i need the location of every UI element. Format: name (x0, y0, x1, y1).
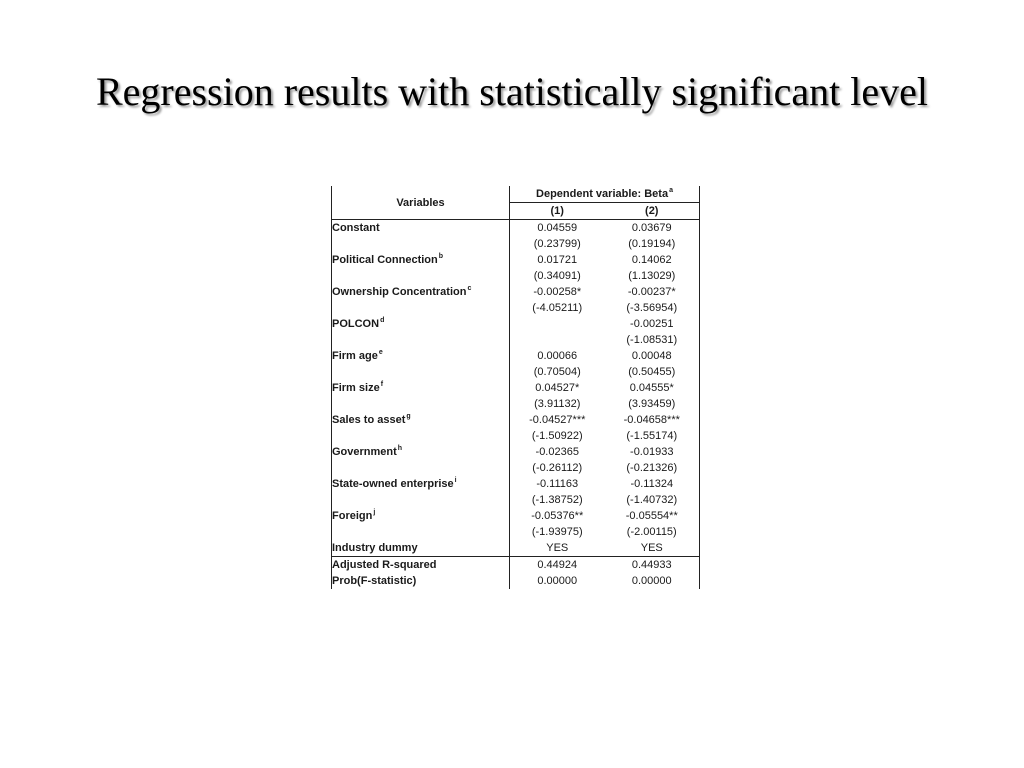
variable-name: Constant (332, 222, 380, 234)
column-1-value (510, 316, 605, 332)
variable-cell (332, 348, 510, 364)
column-1-value: (0.23799) (533, 238, 581, 250)
variable-name: Firm size (332, 382, 380, 394)
column-1-value: -0.00258* (533, 286, 582, 298)
column-1-value: 0.04559 (537, 222, 578, 234)
column-2-value: -0.00237* (627, 286, 676, 298)
variable-name: Sales to asset (332, 414, 406, 426)
variable-cell (332, 364, 510, 380)
column-2-value: 0.00048 (631, 350, 672, 362)
table-row (332, 492, 700, 508)
column-1-value: 0.44924 (510, 557, 605, 574)
column-1-value: (-1.93975) (531, 526, 583, 538)
column-1-value: -0.04527*** (529, 414, 586, 426)
variable-cell (332, 252, 510, 268)
variable-footnote-marker: b (438, 253, 444, 260)
variable-cell (332, 300, 510, 316)
table-row (332, 348, 700, 364)
column-2-value: (-1.08531) (626, 334, 678, 346)
table-body (332, 220, 700, 590)
variable-cell (332, 492, 510, 508)
variable-name: Firm age (332, 350, 378, 362)
table-row (332, 300, 700, 316)
column-2-value: (-0.21326) (626, 462, 678, 474)
table-row (332, 540, 700, 557)
table-row (332, 444, 700, 460)
variable-cell (332, 316, 510, 332)
column-1-value: -0.02365 (535, 446, 579, 458)
column-1-value: (3.91132) (534, 398, 581, 410)
variable-name: Ownership Concentration (332, 286, 467, 298)
table-row (332, 524, 700, 540)
regression-table (331, 186, 700, 589)
variable-footnote-marker: i (454, 477, 457, 484)
column-2-value: 0.14062 (631, 254, 672, 266)
variable-name: Political Connection (332, 254, 438, 266)
variable-cell (332, 444, 510, 460)
variable-cell (332, 332, 510, 348)
slide-title: Regression results with statistically significant level (95, 69, 929, 114)
table-row (332, 460, 700, 476)
variable-name: Foreign (332, 510, 373, 522)
column-1-value (510, 332, 605, 348)
column-2-value: (-1.40732) (626, 494, 678, 506)
variable-name: POLCON (332, 318, 380, 330)
column-2-value: 0.00000 (631, 575, 672, 587)
column-1-value: 0.00000 (537, 575, 578, 587)
column-2-value: (3.93459) (628, 398, 676, 410)
column-2-value: (-2.00115) (626, 526, 677, 538)
header-row-1 (332, 186, 700, 203)
variable-name: State-owned enterprise (332, 478, 454, 490)
column-2-value: 0.44933 (605, 557, 700, 574)
dependent-variable-label: Dependent variable: Beta (536, 188, 669, 200)
table-row (332, 380, 700, 396)
variable-cell (332, 428, 510, 444)
column-1-value: 0.01721 (537, 254, 578, 266)
table-row (332, 284, 700, 300)
column-1-value: YES (546, 542, 569, 554)
column-2-value: (0.50455) (628, 366, 676, 378)
column-2-value: (-1.55174) (626, 430, 678, 442)
column-1-value: 0.00066 (537, 350, 578, 362)
variable-name: Government (332, 446, 397, 458)
column-2-value: 0.03679 (631, 222, 672, 234)
variable-cell (332, 476, 510, 492)
column-2-value: -0.00251 (630, 318, 674, 330)
variable-cell (332, 540, 510, 557)
variable-footnote-marker: h (397, 445, 403, 452)
variable-cell (332, 508, 510, 524)
column-1-value: (0.70504) (533, 366, 581, 378)
variable-cell (332, 573, 510, 589)
table-row (332, 396, 700, 412)
variable-footnote-marker: g (406, 413, 411, 420)
variable-footnote-marker: f (380, 381, 384, 388)
table-row (332, 332, 700, 348)
variable-cell (332, 220, 510, 237)
column-2-value: -0.01933 (630, 446, 674, 458)
variable-cell (332, 268, 510, 284)
column-2-value: 0.04555* (629, 382, 674, 394)
table-row (332, 316, 700, 332)
column-2-value: (0.19194) (628, 238, 676, 250)
variable-cell (332, 236, 510, 252)
column-1-header: (1) (510, 203, 605, 220)
column-1-value: (-4.05211) (532, 302, 583, 314)
variable-cell (332, 460, 510, 476)
variable-footnote-marker: j (373, 509, 376, 516)
variable-footnote-marker: d (380, 317, 385, 324)
table-row (332, 412, 700, 428)
table-row (332, 252, 700, 268)
column-1-value: (-0.26112) (532, 462, 583, 474)
column-1-value: -0.11163 (536, 478, 579, 490)
column-1-value: (0.34091) (533, 270, 581, 282)
table-row (332, 557, 700, 574)
table-row (332, 236, 700, 252)
variable-cell (332, 396, 510, 412)
column-1-value: -0.05376** (531, 510, 584, 522)
variable-name: Prob(F-statistic) (332, 575, 417, 587)
variable-cell (332, 557, 510, 574)
variable-cell (332, 380, 510, 396)
column-2-value: YES (640, 542, 663, 554)
column-2-value: (-3.56954) (626, 302, 678, 314)
table-row (332, 573, 700, 589)
column-2-value: -0.11324 (630, 478, 674, 490)
column-2-value: -0.04658*** (623, 414, 680, 426)
table-row (332, 220, 700, 237)
column-1-value: 0.04527* (535, 382, 580, 394)
column-1-value: (-1.50922) (531, 430, 583, 442)
table-row (332, 268, 700, 284)
variable-name: Industry dummy (332, 542, 418, 554)
table-row (332, 428, 700, 444)
column-1-value: (-1.38752) (531, 494, 583, 506)
table-row (332, 476, 700, 492)
variable-cell (332, 412, 510, 428)
column-2-header: (2) (605, 203, 700, 220)
variable-footnote-marker: c (467, 285, 472, 292)
table-row (332, 364, 700, 380)
variables-header: Variables (332, 186, 510, 220)
table-row (332, 508, 700, 524)
dependent-variable-header (510, 186, 700, 203)
variable-footnote-marker: e (378, 349, 383, 356)
column-2-value: (1.13029) (628, 270, 676, 282)
regression-table-container (331, 186, 699, 589)
dependent-variable-note: a (669, 187, 673, 194)
variable-cell (332, 284, 510, 300)
variable-cell (332, 524, 510, 540)
column-2-value: -0.05554** (625, 510, 678, 522)
variable-name: Adjusted R-squared (332, 559, 437, 571)
